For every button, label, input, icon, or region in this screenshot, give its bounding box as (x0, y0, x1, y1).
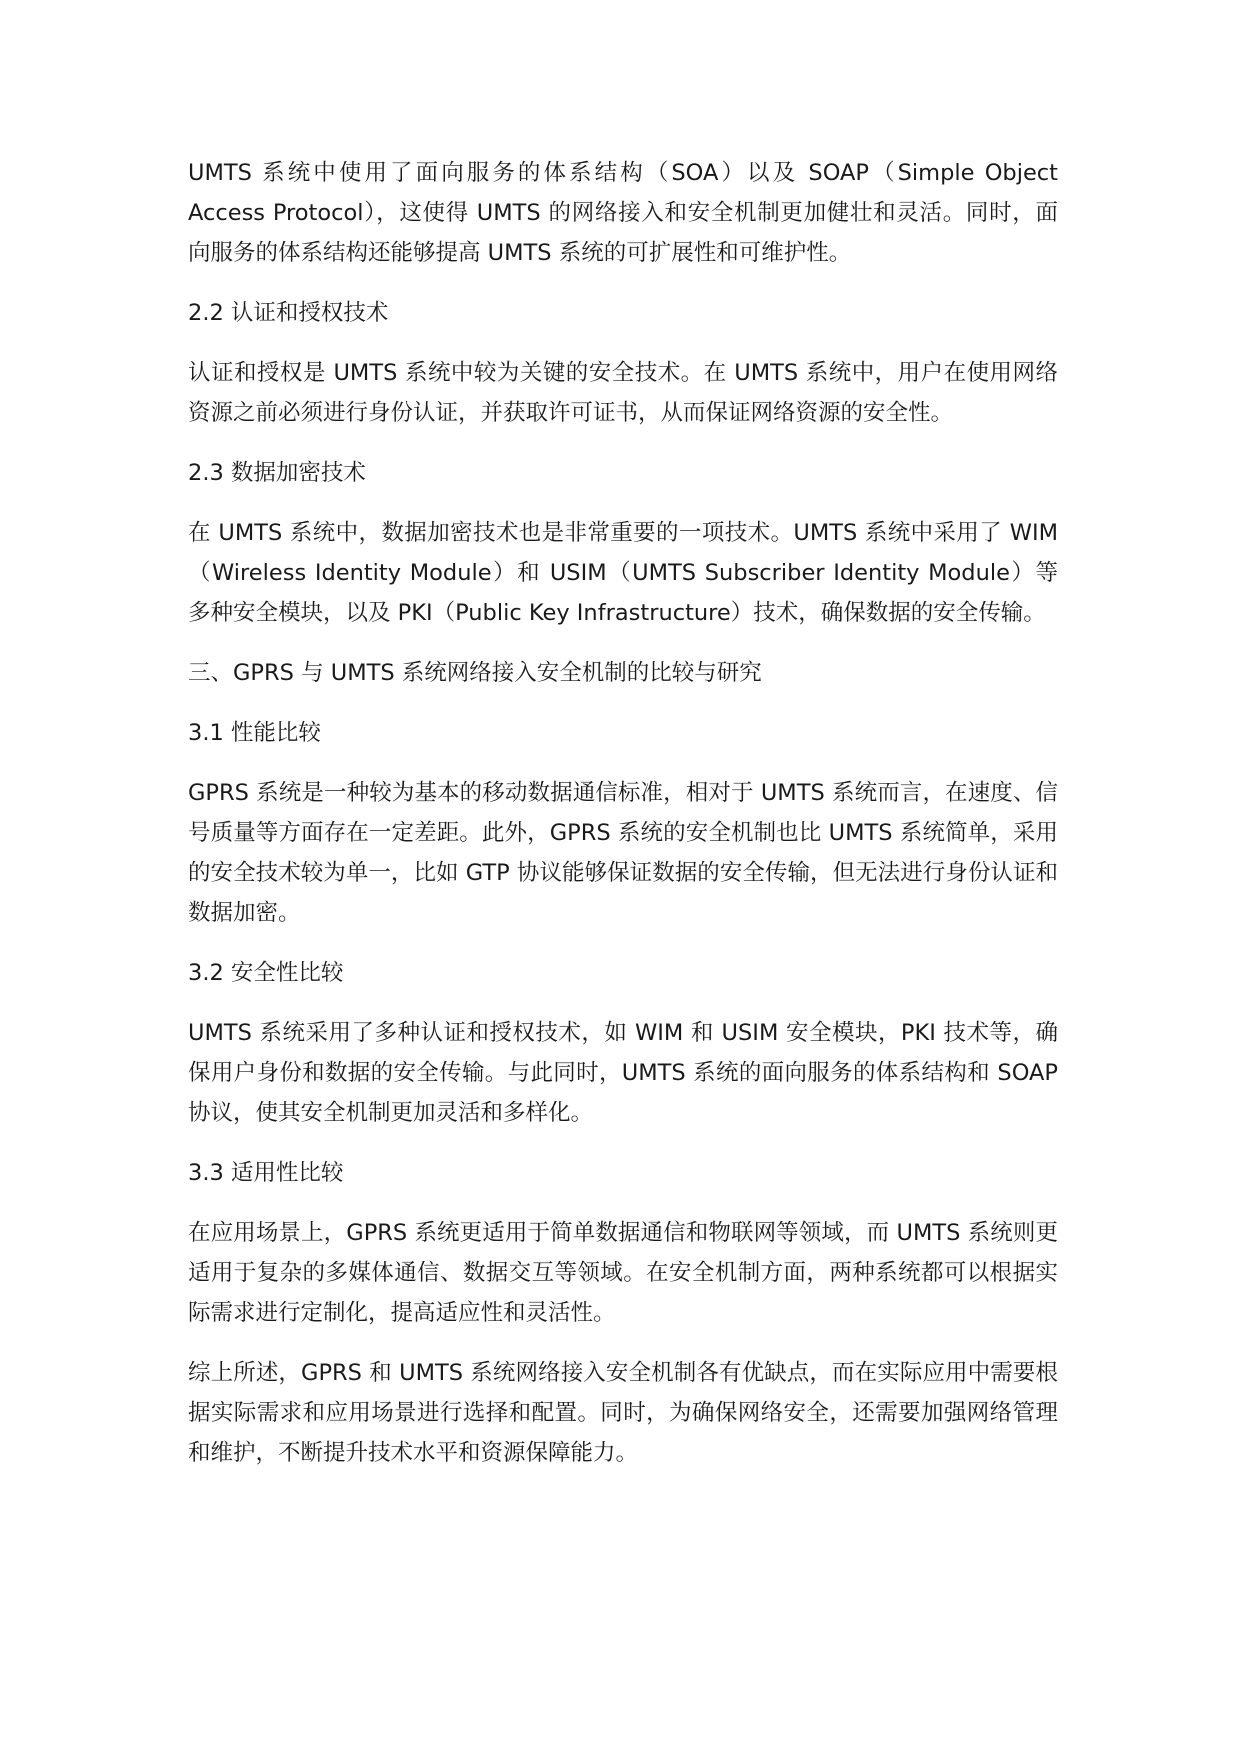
paragraph-encryption: 在 UMTS 系统中，数据加密技术也是非常重要的一项技术。UMTS 系统中采用了 WIM（Wireless Identity Module）和 USIM（UMTS Subscriber Identity Module）等多种安全模块，以及 PKI（Public Key Infrastructure）技术，确保数据的安全传输。 (188, 520, 1058, 626)
paragraph-applicability: 在应用场景上，GPRS 系统更适用于简单数据通信和物联网等领域，而 UMTS 系统则更适用于复杂的多媒体通信、数据交互等领域。在安全机制方面，两种系统都可以根据实际需求进行定制化，提高适应性和灵活性。 (188, 1220, 1058, 1326)
paragraph-conclusion: 综上所述，GPRS 和 UMTS 系统网络接入安全机制各有优缺点，而在实际应用中需要根据实际需求和应用场景进行选择和配置。同时，为确保网络安全，还需要加强网络管理和维护，不断提升技术水平和资源保障能力。 (188, 1360, 1058, 1466)
heading-3-3: 3.3 适用性比较 (188, 1160, 344, 1186)
heading-3-2: 3.2 安全性比较 (188, 960, 344, 986)
document-page (188, 153, 1058, 1493)
paragraph-performance: GPRS 系统是一种较为基本的移动数据通信标准，相对于 UMTS 系统而言，在速度、信号质量等方面存在一定差距。此外，GPRS 系统的安全机制也比 UMTS 系统简单，采用的安全技术较为单一，比如 GTP 协议能够保证数据的安全传输，但无法进行身份认证和数据加密。 (188, 780, 1058, 926)
paragraph-soa-soap: UMTS 系统中使用了面向服务的体系结构（SOA）以及 SOAP（Simple Object Access Protocol），这使得 UMTS 的网络接入和安全机制更加健壮和灵活。同时，面向服务的体系结构还能够提高 UMTS 系统的可扩展性和可维护性。 (188, 160, 1058, 266)
paragraph-security: UMTS 系统采用了多种认证和授权技术，如 WIM 和 USIM 安全模块，PKI 技术等，确保用户身份和数据的安全传输。与此同时，UMTS 系统的面向服务的体系结构和 SOAP 协议，使其安全机制更加灵活和多样化。 (188, 1020, 1058, 1126)
paragraph-auth: 认证和授权是 UMTS 系统中较为关键的安全技术。在 UMTS 系统中，用户在使用网络资源之前必须进行身份认证，并获取许可证书，从而保证网络资源的安全性。 (188, 360, 1058, 426)
heading-3-1: 3.1 性能比较 (188, 720, 321, 746)
heading-2-2: 2.2 认证和授权技术 (188, 300, 389, 326)
heading-2-3: 2.3 数据加密技术 (188, 460, 366, 486)
heading-section-3: 三、GPRS 与 UMTS 系统网络接入安全机制的比较与研究 (188, 660, 762, 686)
